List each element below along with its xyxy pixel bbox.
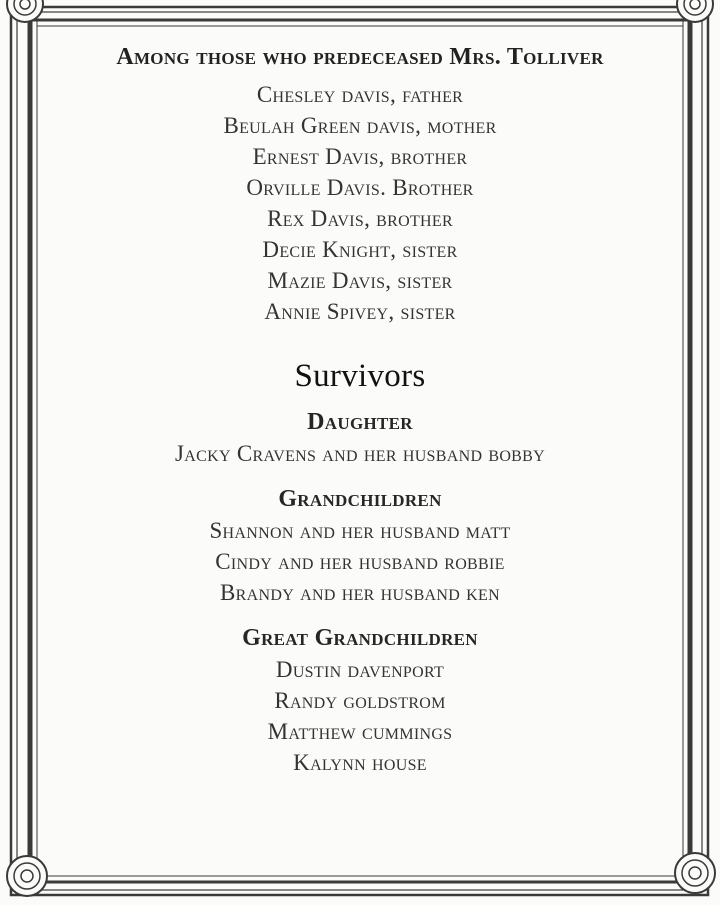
- daughter-name: Jacky Cravens and her husband bobby: [175, 441, 545, 466]
- predeceased-name: Chesley davis, father: [256, 82, 464, 107]
- predeceased-name: Rex Davis, brother: [267, 206, 453, 231]
- great-grandchild-name: Dustin davenport: [275, 657, 445, 682]
- predeceased-name: Decie Knight, sister: [262, 237, 458, 262]
- great-grandchildren-heading: Great Grandchildren: [242, 625, 478, 651]
- great-grandchild-name: Randy goldstrom: [274, 688, 446, 713]
- grandchild-name: Brandy and her husband ken: [220, 580, 500, 605]
- grandchildren-heading: Grandchildren: [278, 486, 442, 512]
- grandchild-name: Cindy and her husband robbie: [215, 549, 505, 574]
- grandchild-name: Shannon and her husband matt: [209, 518, 511, 543]
- predeceased-heading: Among those who predeceased Mrs. Tolliver: [116, 44, 604, 70]
- predeceased-name: Orville Davis. Brother: [246, 175, 474, 200]
- great-grandchild-name: Matthew cummings: [267, 719, 453, 744]
- survivors-title: Survivors: [294, 358, 426, 394]
- predeceased-name: Ernest Davis, brother: [252, 144, 468, 169]
- predeceased-name: Annie Spivey, sister: [264, 299, 456, 324]
- great-grandchild-name: Kalynn house: [293, 750, 427, 775]
- predeceased-name: Mazie Davis, sister: [267, 268, 453, 293]
- predeceased-name: Beulah Green davis, mother: [223, 113, 497, 138]
- daughter-heading: Daughter: [307, 409, 413, 435]
